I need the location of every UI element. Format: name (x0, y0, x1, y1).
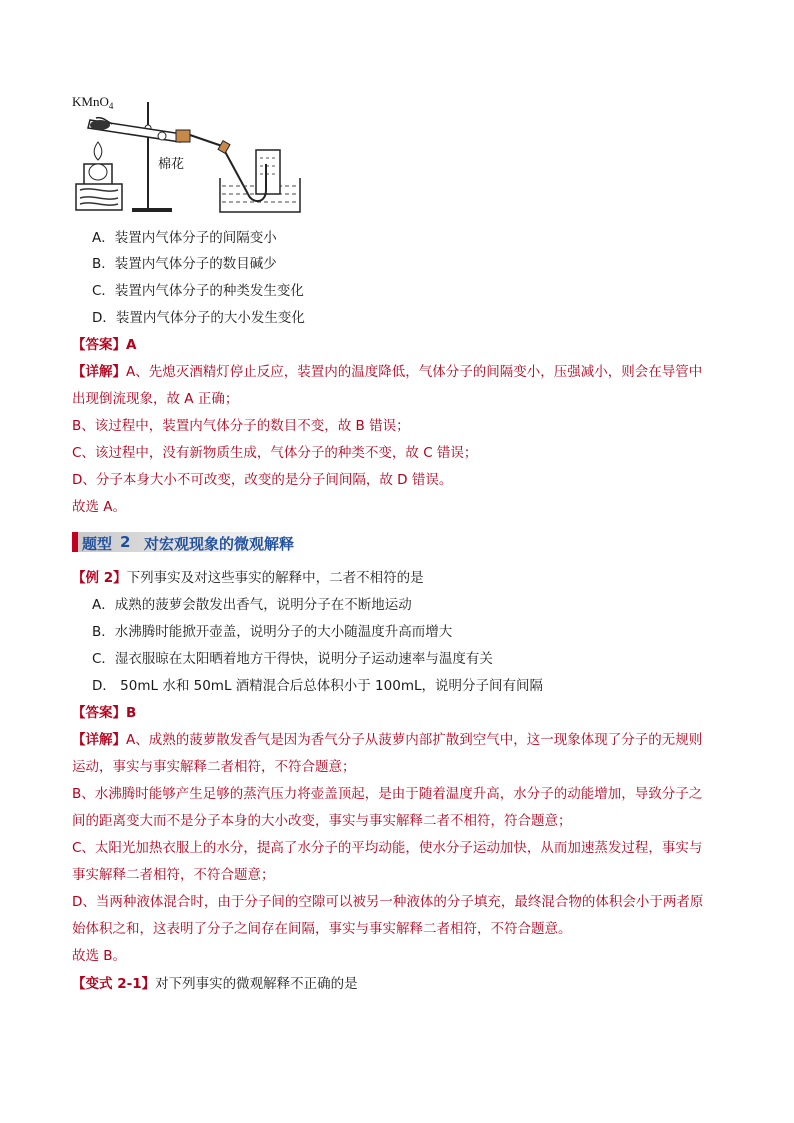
q1-option-b: B．装置内气体分子的数目碱少 (92, 256, 277, 272)
apparatus-figure (72, 94, 302, 216)
q2-stem: 【例 2】下列事实及对这些事实的解释中，二者不相符的是 (72, 570, 424, 586)
q1-detail-line-2: 出现倒流现象，故 A 正确； (72, 391, 239, 407)
kmno4-label: KMnO$_4$ (72, 94, 114, 111)
section-label: 题型 (82, 535, 113, 553)
q2-detail-line-8: 始体积之和，这表明了分子之间存在间隔，事实与事实解释二者相符，不符合题意。 (72, 921, 572, 937)
q1-option-a: A．装置内气体分子的间隔变小 (92, 230, 277, 246)
cotton-label: 棉花 (158, 157, 185, 172)
q2-option-a: A．成熟的菠萝会散发出香气，说明分子在不断地运动 (92, 597, 412, 613)
section-number: 2 (120, 533, 131, 551)
q1-detail-line-6: 故选 A。 (72, 499, 127, 515)
section-heading (72, 532, 304, 552)
variant-stem: 【变式 2-1】对下列事实的微观解释不正确的是 (72, 976, 358, 992)
q2-answer (72, 704, 724, 722)
q1-answer (72, 336, 724, 354)
detail-tag: 【详解】 (72, 364, 126, 380)
section-marker (72, 532, 78, 552)
q2-option-d: D． 50mL 水和 50mL 酒精混合后总体积小于 100mL，说明分子间有间隔 (92, 678, 543, 694)
q2-detail-line-3: B、水沸腾时能够产生足够的蒸汽压力将壶盖顶起，是由于随着温度升高，水分子的动能增加，导致分子之 (72, 786, 703, 802)
answer-value: B (126, 705, 137, 721)
q1-option-c: C．装置内气体分子的种类发生变化 (92, 283, 304, 299)
q2-option-c: C．湿衣服晾在太阳晒着地方干得快，说明分子运动速率与温度有关 (92, 651, 493, 667)
q1-detail-line-3: B、该过程中，装置内气体分子的数目不变，故 B 错误； (72, 418, 410, 434)
q2-detail-line-4: 间的距离变大而不是分子本身的大小改变，事实与事实解释二者不相符，符合题意； (72, 813, 572, 829)
q2-detail-line-2: 运动，事实与事实解释二者相符，不符合题意； (72, 759, 356, 775)
q2-detail-line-7: D、当两种液体混合时，由于分子间的空隙可以被另一种液体的分子填充，最终混合物的体积会小于两者原 (72, 894, 704, 910)
answer-tag: 【答案】 (72, 337, 126, 353)
q2-option-b: B．水沸腾时能掀开壶盖，说明分子的大小随温度升高而增大 (92, 624, 453, 640)
q1-detail-line-5: D、分子本身大小不可改变，改变的是分子间间隔，故 D 错误。 (72, 472, 453, 488)
q2-detail-line-6: 事实解释二者相符，不符合题意； (72, 867, 275, 883)
q2-detail-line-1: 【详解】A、成熟的菠萝散发香气是因为香气分子从菠萝内部扩散到空气中，这一现象体现了分子的无规则 (72, 732, 703, 748)
answer-value: A (126, 337, 137, 353)
variant-tag: 【变式 2-1】 (72, 976, 156, 992)
example-tag: 【例 2】 (72, 570, 127, 586)
q2-detail-line-9: 故选 B。 (72, 948, 127, 964)
q1-detail-line-4: C、该过程中，没有新物质生成，气体分子的种类不变，故 C 错误； (72, 445, 478, 461)
q1-detail-line-1: 【详解】A、先熄灭酒精灯停止反应，装置内的温度降低，气体分子的间隔变小，压强减小，则会在导管中 (72, 364, 703, 380)
answer-tag: 【答案】 (72, 705, 126, 721)
section-title: 对宏观现象的微观解释 (144, 535, 295, 553)
q2-detail-line-5: C、太阳光加热衣服上的水分，提高了水分子的平均动能，使水分子运动加快，从而加速蒸发过程，事实与 (72, 840, 703, 856)
q1-option-d: D．装置内气体分子的大小发生变化 (92, 310, 305, 326)
detail-tag: 【详解】 (72, 732, 126, 748)
